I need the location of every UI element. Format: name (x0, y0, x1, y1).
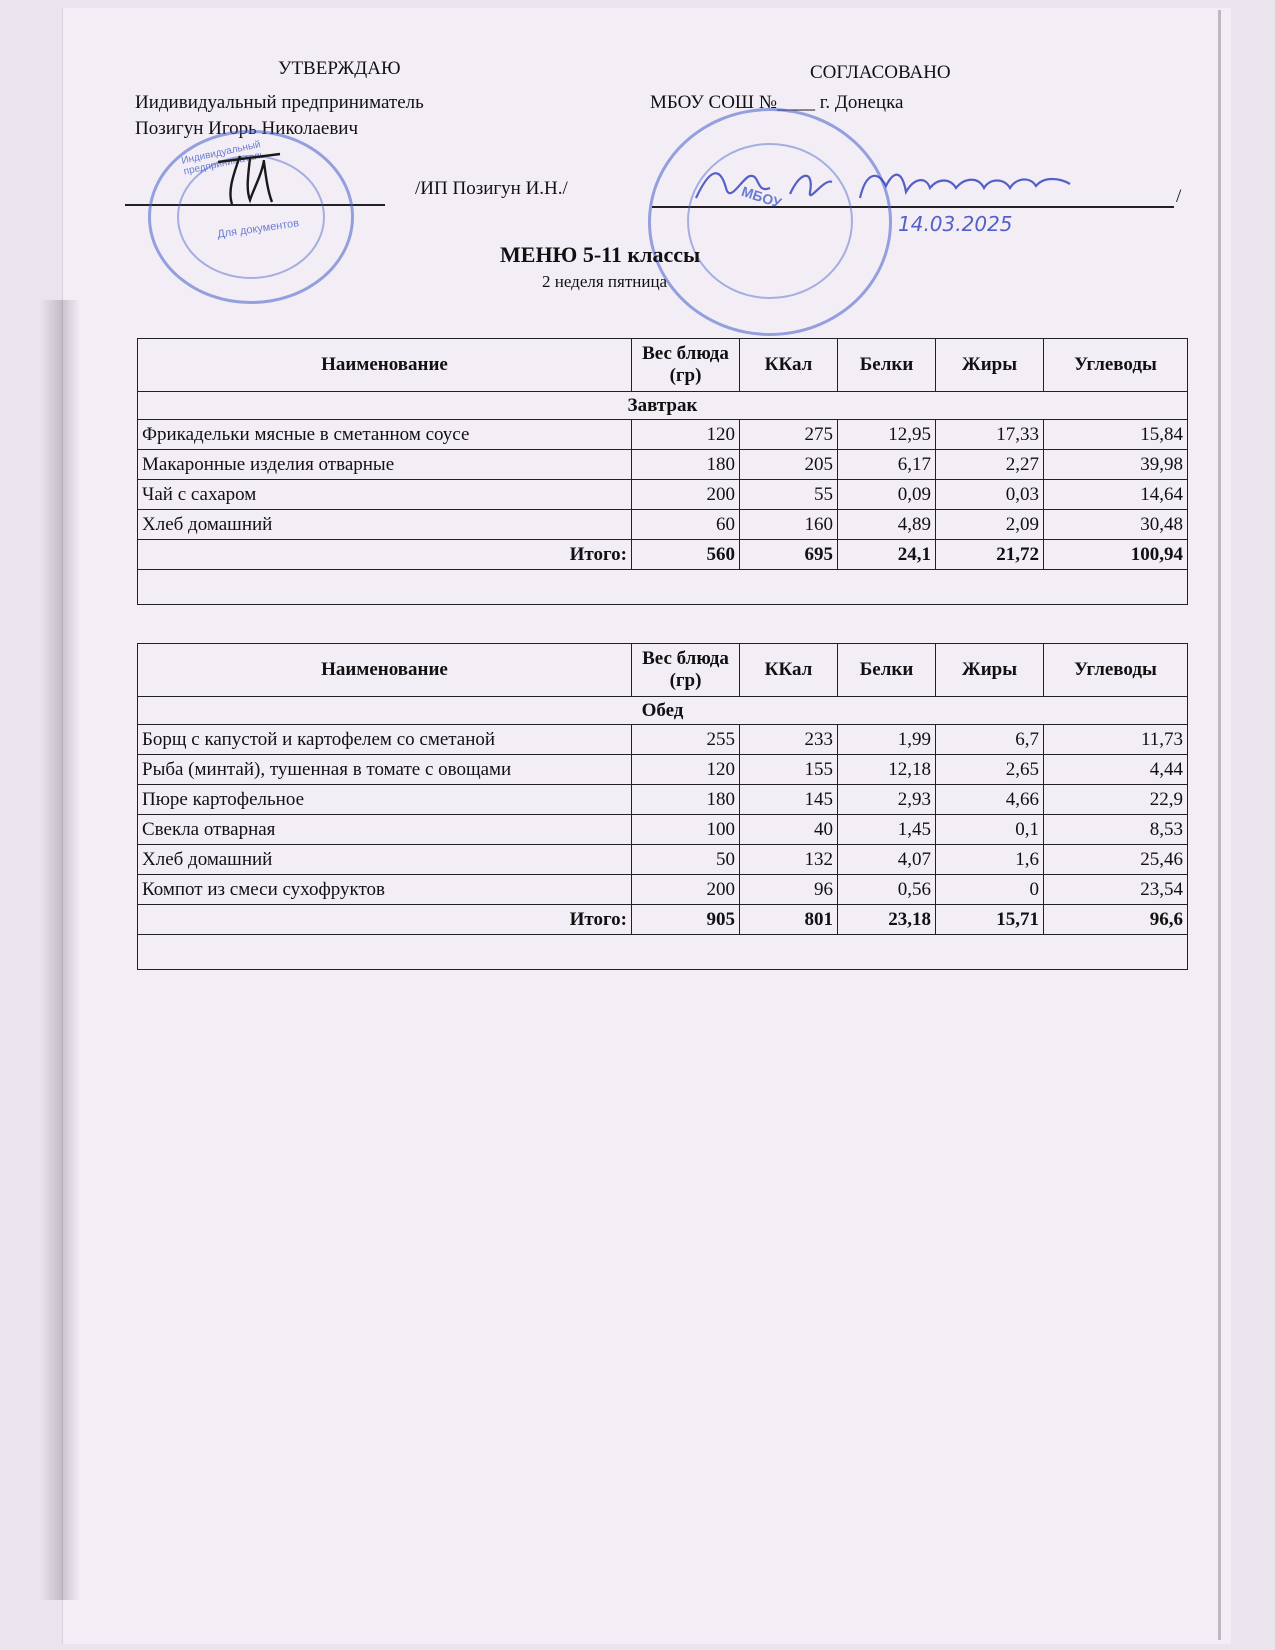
total-weight: 560 (632, 540, 740, 570)
table-row (138, 420, 1188, 450)
blank-cell (138, 935, 1188, 970)
section-title: Обед (138, 697, 1188, 725)
agree-title: СОГЛАСОВАНО (810, 62, 951, 83)
total-label: Итого: (138, 905, 632, 935)
dish-name: Рыба (минтай), тушенная в томате с овощами (138, 755, 632, 785)
right-stamp-center-text: МБОУ (739, 183, 784, 211)
dish-fat: 6,7 (936, 725, 1044, 755)
dish-weight: 180 (632, 450, 740, 480)
dish-carbs: 11,73 (1044, 725, 1188, 755)
col-header-fat: Жиры (936, 644, 1044, 697)
approve-line2: Позигун Игорь Николаевич (135, 118, 359, 139)
dish-kcal: 55 (740, 480, 838, 510)
dish-fat: 2,65 (936, 755, 1044, 785)
total-protein: 23,18 (838, 905, 936, 935)
lunch-table (137, 643, 1188, 970)
dish-fat: 2,09 (936, 510, 1044, 540)
left-stamp-top-text: Индивидуальный предприниматель (180, 139, 267, 178)
table-row (138, 450, 1188, 480)
dish-kcal: 275 (740, 420, 838, 450)
col-header-fat: Жиры (936, 339, 1044, 392)
dish-name: Хлеб домашний (138, 845, 632, 875)
table-row (138, 725, 1188, 755)
dish-kcal: 233 (740, 725, 838, 755)
approve-line1: Иидивидуальный предприниматель (135, 92, 424, 113)
dish-carbs: 14,64 (1044, 480, 1188, 510)
dish-name: Чай с сахаром (138, 480, 632, 510)
page-edge (1218, 10, 1221, 1640)
dish-weight: 200 (632, 875, 740, 905)
col-header-name: Наименование (138, 644, 632, 697)
dish-carbs: 22,9 (1044, 785, 1188, 815)
dish-name: Хлеб домашний (138, 510, 632, 540)
handwritten-date: 14.03.2025 (898, 212, 1013, 236)
dish-carbs: 15,84 (1044, 420, 1188, 450)
breakfast-table (137, 338, 1188, 605)
table-row (138, 510, 1188, 540)
dish-protein: 0,09 (838, 480, 936, 510)
dish-fat: 0,03 (936, 480, 1044, 510)
dish-weight: 200 (632, 480, 740, 510)
dish-protein: 2,93 (838, 785, 936, 815)
menu-title: МЕНЮ 5-11 классы (500, 242, 701, 267)
table-row (138, 785, 1188, 815)
total-weight: 905 (632, 905, 740, 935)
dish-name: Борщ с капустой и картофелем со сметаной (138, 725, 632, 755)
agree-line1: МБОУ СОШ №____ г. Донецка (650, 92, 904, 113)
table-row (138, 480, 1188, 510)
dish-kcal: 145 (740, 785, 838, 815)
table-row (138, 815, 1188, 845)
table-row (138, 845, 1188, 875)
col-header-kcal: ККал (740, 339, 838, 392)
dish-weight: 255 (632, 725, 740, 755)
dish-name: Пюре картофельное (138, 785, 632, 815)
scan-shadow (40, 300, 80, 1600)
dish-fat: 2,27 (936, 450, 1044, 480)
agree-closing-slash: / (1176, 186, 1182, 207)
dish-kcal: 155 (740, 755, 838, 785)
dish-name: Макаронные изделия отварные (138, 450, 632, 480)
total-kcal: 695 (740, 540, 838, 570)
col-header-carbs: Углеводы (1044, 644, 1188, 697)
lunch-blank-row (138, 935, 1188, 970)
lunch-section-row (138, 697, 1188, 725)
dish-weight: 60 (632, 510, 740, 540)
approve-signer: /ИП Позигун И.Н./ (415, 178, 568, 199)
col-header-kcal: ККал (740, 644, 838, 697)
dish-carbs: 23,54 (1044, 875, 1188, 905)
left-signature (210, 148, 300, 210)
total-label: Итого: (138, 540, 632, 570)
menu-subtitle: 2 неделя пятница (542, 272, 668, 291)
dish-kcal: 205 (740, 450, 838, 480)
dish-kcal: 132 (740, 845, 838, 875)
section-title: Завтрак (138, 392, 1188, 420)
dish-protein: 12,95 (838, 420, 936, 450)
table-row (138, 755, 1188, 785)
dish-fat: 0 (936, 875, 1044, 905)
dish-protein: 12,18 (838, 755, 936, 785)
breakfast-section-row (138, 392, 1188, 420)
col-header-protein: Белки (838, 339, 936, 392)
lunch-header-row (138, 644, 1188, 697)
col-header-weight: Вес блюда (гр) (632, 339, 740, 392)
total-carbs: 96,6 (1044, 905, 1188, 935)
dish-weight: 120 (632, 755, 740, 785)
dish-protein: 0,56 (838, 875, 936, 905)
total-carbs: 100,94 (1044, 540, 1188, 570)
breakfast-total-row (138, 540, 1188, 570)
dish-name: Компот из смеси сухофруктов (138, 875, 632, 905)
dish-carbs: 4,44 (1044, 755, 1188, 785)
total-kcal: 801 (740, 905, 838, 935)
dish-carbs: 25,46 (1044, 845, 1188, 875)
dish-protein: 4,07 (838, 845, 936, 875)
breakfast-header-row (138, 339, 1188, 392)
dish-protein: 1,45 (838, 815, 936, 845)
dish-weight: 50 (632, 845, 740, 875)
dish-carbs: 39,98 (1044, 450, 1188, 480)
dish-kcal: 96 (740, 875, 838, 905)
dish-fat: 0,1 (936, 815, 1044, 845)
lunch-total-row (138, 905, 1188, 935)
table-row (138, 875, 1188, 905)
col-header-carbs: Углеводы (1044, 339, 1188, 392)
dish-kcal: 160 (740, 510, 838, 540)
dish-name: Свекла отварная (138, 815, 632, 845)
dish-carbs: 30,48 (1044, 510, 1188, 540)
dish-name: Фрикадельки мясные в сметанном соусе (138, 420, 632, 450)
breakfast-blank-row (138, 570, 1188, 605)
dish-fat: 4,66 (936, 785, 1044, 815)
total-fat: 15,71 (936, 905, 1044, 935)
blank-cell (138, 570, 1188, 605)
col-header-weight: Вес блюда (гр) (632, 644, 740, 697)
total-protein: 24,1 (838, 540, 936, 570)
col-header-protein: Белки (838, 644, 936, 697)
dish-weight: 120 (632, 420, 740, 450)
dish-weight: 100 (632, 815, 740, 845)
total-fat: 21,72 (936, 540, 1044, 570)
col-header-name: Наименование (138, 339, 632, 392)
approve-title: УТВЕРЖДАЮ (278, 58, 401, 79)
dish-protein: 6,17 (838, 450, 936, 480)
dish-kcal: 40 (740, 815, 838, 845)
dish-weight: 180 (632, 785, 740, 815)
dish-fat: 17,33 (936, 420, 1044, 450)
dish-carbs: 8,53 (1044, 815, 1188, 845)
dish-protein: 4,89 (838, 510, 936, 540)
dish-protein: 1,99 (838, 725, 936, 755)
left-stamp-center-text: Для документов (216, 217, 300, 241)
dish-fat: 1,6 (936, 845, 1044, 875)
